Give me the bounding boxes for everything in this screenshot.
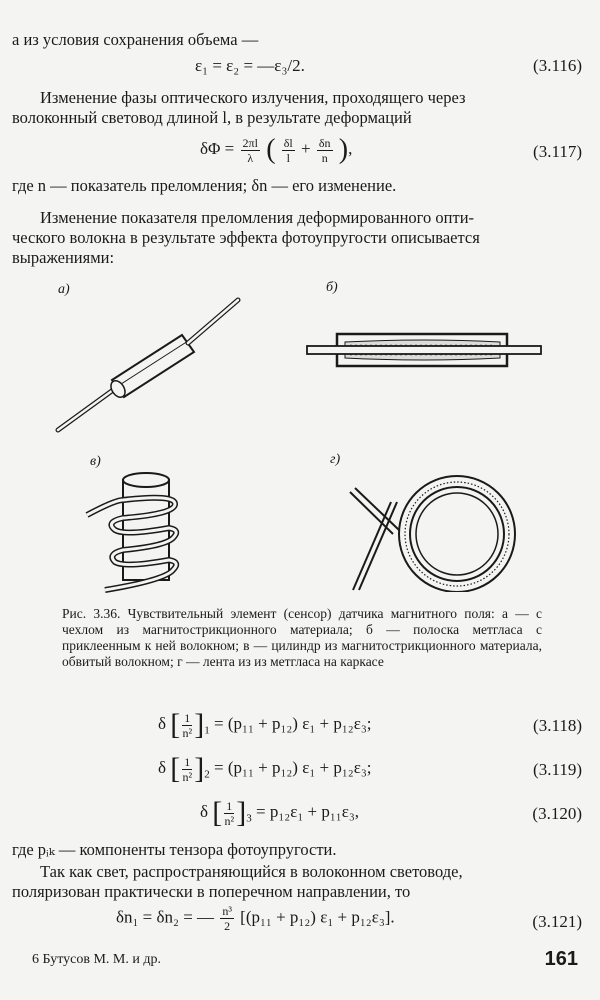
eq120-frac-den: n² bbox=[224, 813, 235, 828]
eq117-lhs: δΦ = bbox=[200, 138, 235, 158]
equation-3-117: δΦ = $\frac{2\pi l}{\lambda}$ ( $\frac{\delta l}{l}$ + $\frac{\delta n}{n}$ ), bbox=[200, 134, 353, 165]
eq117-fraction-2 bbox=[282, 136, 295, 165]
eq117-fraction-1 bbox=[241, 136, 260, 165]
eq120-frac-num: 1 bbox=[226, 798, 233, 813]
eq117-f2-num: δl bbox=[283, 135, 293, 150]
where-pik-line: где pᵢₖ — компоненты тензора фотоупругости. bbox=[12, 840, 337, 859]
figure-label-a: а) bbox=[58, 282, 70, 297]
figure-a-sheathed-fiber bbox=[50, 290, 250, 440]
where-n-line: где n — показатель преломления; δn — его изменение. bbox=[12, 176, 397, 195]
paragraph-3-line-2: ческого волокна в результате эффекта фотоупругости описывается bbox=[12, 228, 480, 247]
equation-3-118: δ [ $\frac{1}{\text{n²}}$ ]$_1 = (p_{11} + p_{12}) \varepsilon_1 + p_{12}\varepsilon_3$; bbox=[158, 708, 372, 741]
page-number: 161 bbox=[544, 948, 578, 970]
paragraph-3-line-3: выражениями: bbox=[12, 248, 115, 267]
paragraph-2-line-2: волоконный световод длиной l, в результате деформаций bbox=[12, 108, 412, 127]
equation-3-116: ε₁ = ε₂ = —ε₃/2. bbox=[195, 56, 305, 75]
eq120-rhs: = p₁₂ε₁ + p₁₁ε₃, bbox=[256, 801, 360, 821]
eq117-f3-den: n bbox=[321, 150, 328, 165]
paragraph-2-line-1: Изменение фазы оптического излучения, проходящего через bbox=[40, 88, 466, 107]
eq119-fraction bbox=[182, 755, 192, 784]
equation-number-3-119: (3.119) bbox=[533, 760, 582, 779]
paragraph-4-line-2: поляризован практически в поперечном направлении, то bbox=[12, 882, 411, 901]
eq121-fraction bbox=[220, 904, 234, 933]
eq119-rhs: = (p₁₁ + p₁₂) ε₁ + p₁₂ε₃; bbox=[214, 757, 372, 777]
delta-symbol: δ bbox=[158, 757, 167, 777]
figure-g-ribbon-coil bbox=[345, 462, 525, 592]
delta-symbol: δ bbox=[158, 713, 167, 733]
equation-number-3-117: (3.117) bbox=[533, 142, 582, 161]
eq119-frac-den: n² bbox=[182, 769, 193, 784]
eq121-f-num: n³ bbox=[222, 904, 232, 918]
equation-number-3-121: (3.121) bbox=[532, 912, 582, 931]
eq121-lhs: δn₁ = δn₂ = — bbox=[116, 907, 215, 927]
eq117-f1-den: λ bbox=[247, 150, 254, 165]
paragraph-3-line-1: Изменение показателя преломления деформированного опти- bbox=[40, 208, 475, 227]
paragraph-4-line-1: Так как свет, распространяющийся в волоконном световоде, bbox=[40, 862, 463, 881]
eq117-f2-den: l bbox=[286, 150, 290, 165]
eq120-sub: 3 bbox=[246, 812, 252, 825]
figure-caption: Рис. 3.36. Чувствительный элемент (сенсор) датчика магнитного поля: а — с чехлом из магнитострикционного материала; б — полоска метгласа с приклеенным к ней волокном; в — цилиндр из магнитострикционного материала, обвитый волокном; г — лента из из метгласа на каркасе bbox=[62, 606, 542, 669]
equation-3-121 bbox=[116, 904, 395, 933]
eq118-sub: 1 bbox=[204, 724, 210, 737]
footer-signature: 6 Бутусов М. М. и др. bbox=[32, 952, 161, 967]
eq119-frac-num: 1 bbox=[184, 754, 191, 769]
delta-symbol: δ bbox=[200, 801, 209, 821]
eq118-rhs: = (p₁₁ + p₁₂) ε₁ + p₁₂ε₃; bbox=[214, 713, 372, 733]
eq118-frac-den: n² bbox=[182, 725, 193, 740]
eq117-f1-num: 2πl bbox=[242, 135, 258, 150]
figure-label-g: г) bbox=[330, 452, 341, 467]
equation-number-3-118: (3.118) bbox=[533, 716, 582, 735]
figure-label-v: в) bbox=[90, 454, 101, 469]
equation-3-119: δ [ $\frac{1}{\text{n²}}$ ]$_2 = (p_{11} + p_{12}) \varepsilon_1 + p_{12}\varepsilon_3$; bbox=[158, 752, 372, 785]
equation-number-3-120: (3.120) bbox=[532, 804, 582, 823]
eq120-fraction bbox=[224, 799, 234, 828]
eq118-fraction bbox=[182, 711, 192, 740]
equation-3-120: δ [ $\frac{1}{\text{n²}}$ ]$_3 = p_{12}\varepsilon_1 + p_{11}\varepsilon_3$, bbox=[200, 796, 360, 829]
figure-v-wound-cylinder bbox=[85, 470, 215, 600]
eq117-fraction-3 bbox=[317, 136, 333, 165]
eq118-frac-num: 1 bbox=[184, 710, 191, 725]
figure-b-metglass-strip bbox=[305, 328, 545, 372]
eq121-f-den: 2 bbox=[224, 919, 231, 933]
eq121-rhs: [(p₁₁ + p₁₂) ε₁ + p₁₂ε₃]. bbox=[240, 907, 395, 927]
equation-number-3-116: (3.116) bbox=[533, 56, 582, 75]
eq117-f3-num: δn bbox=[318, 135, 331, 150]
figure-label-b: б) bbox=[326, 280, 338, 295]
text-line-1: а из условия сохранения объема — bbox=[12, 30, 259, 49]
eq119-sub: 2 bbox=[204, 768, 210, 781]
